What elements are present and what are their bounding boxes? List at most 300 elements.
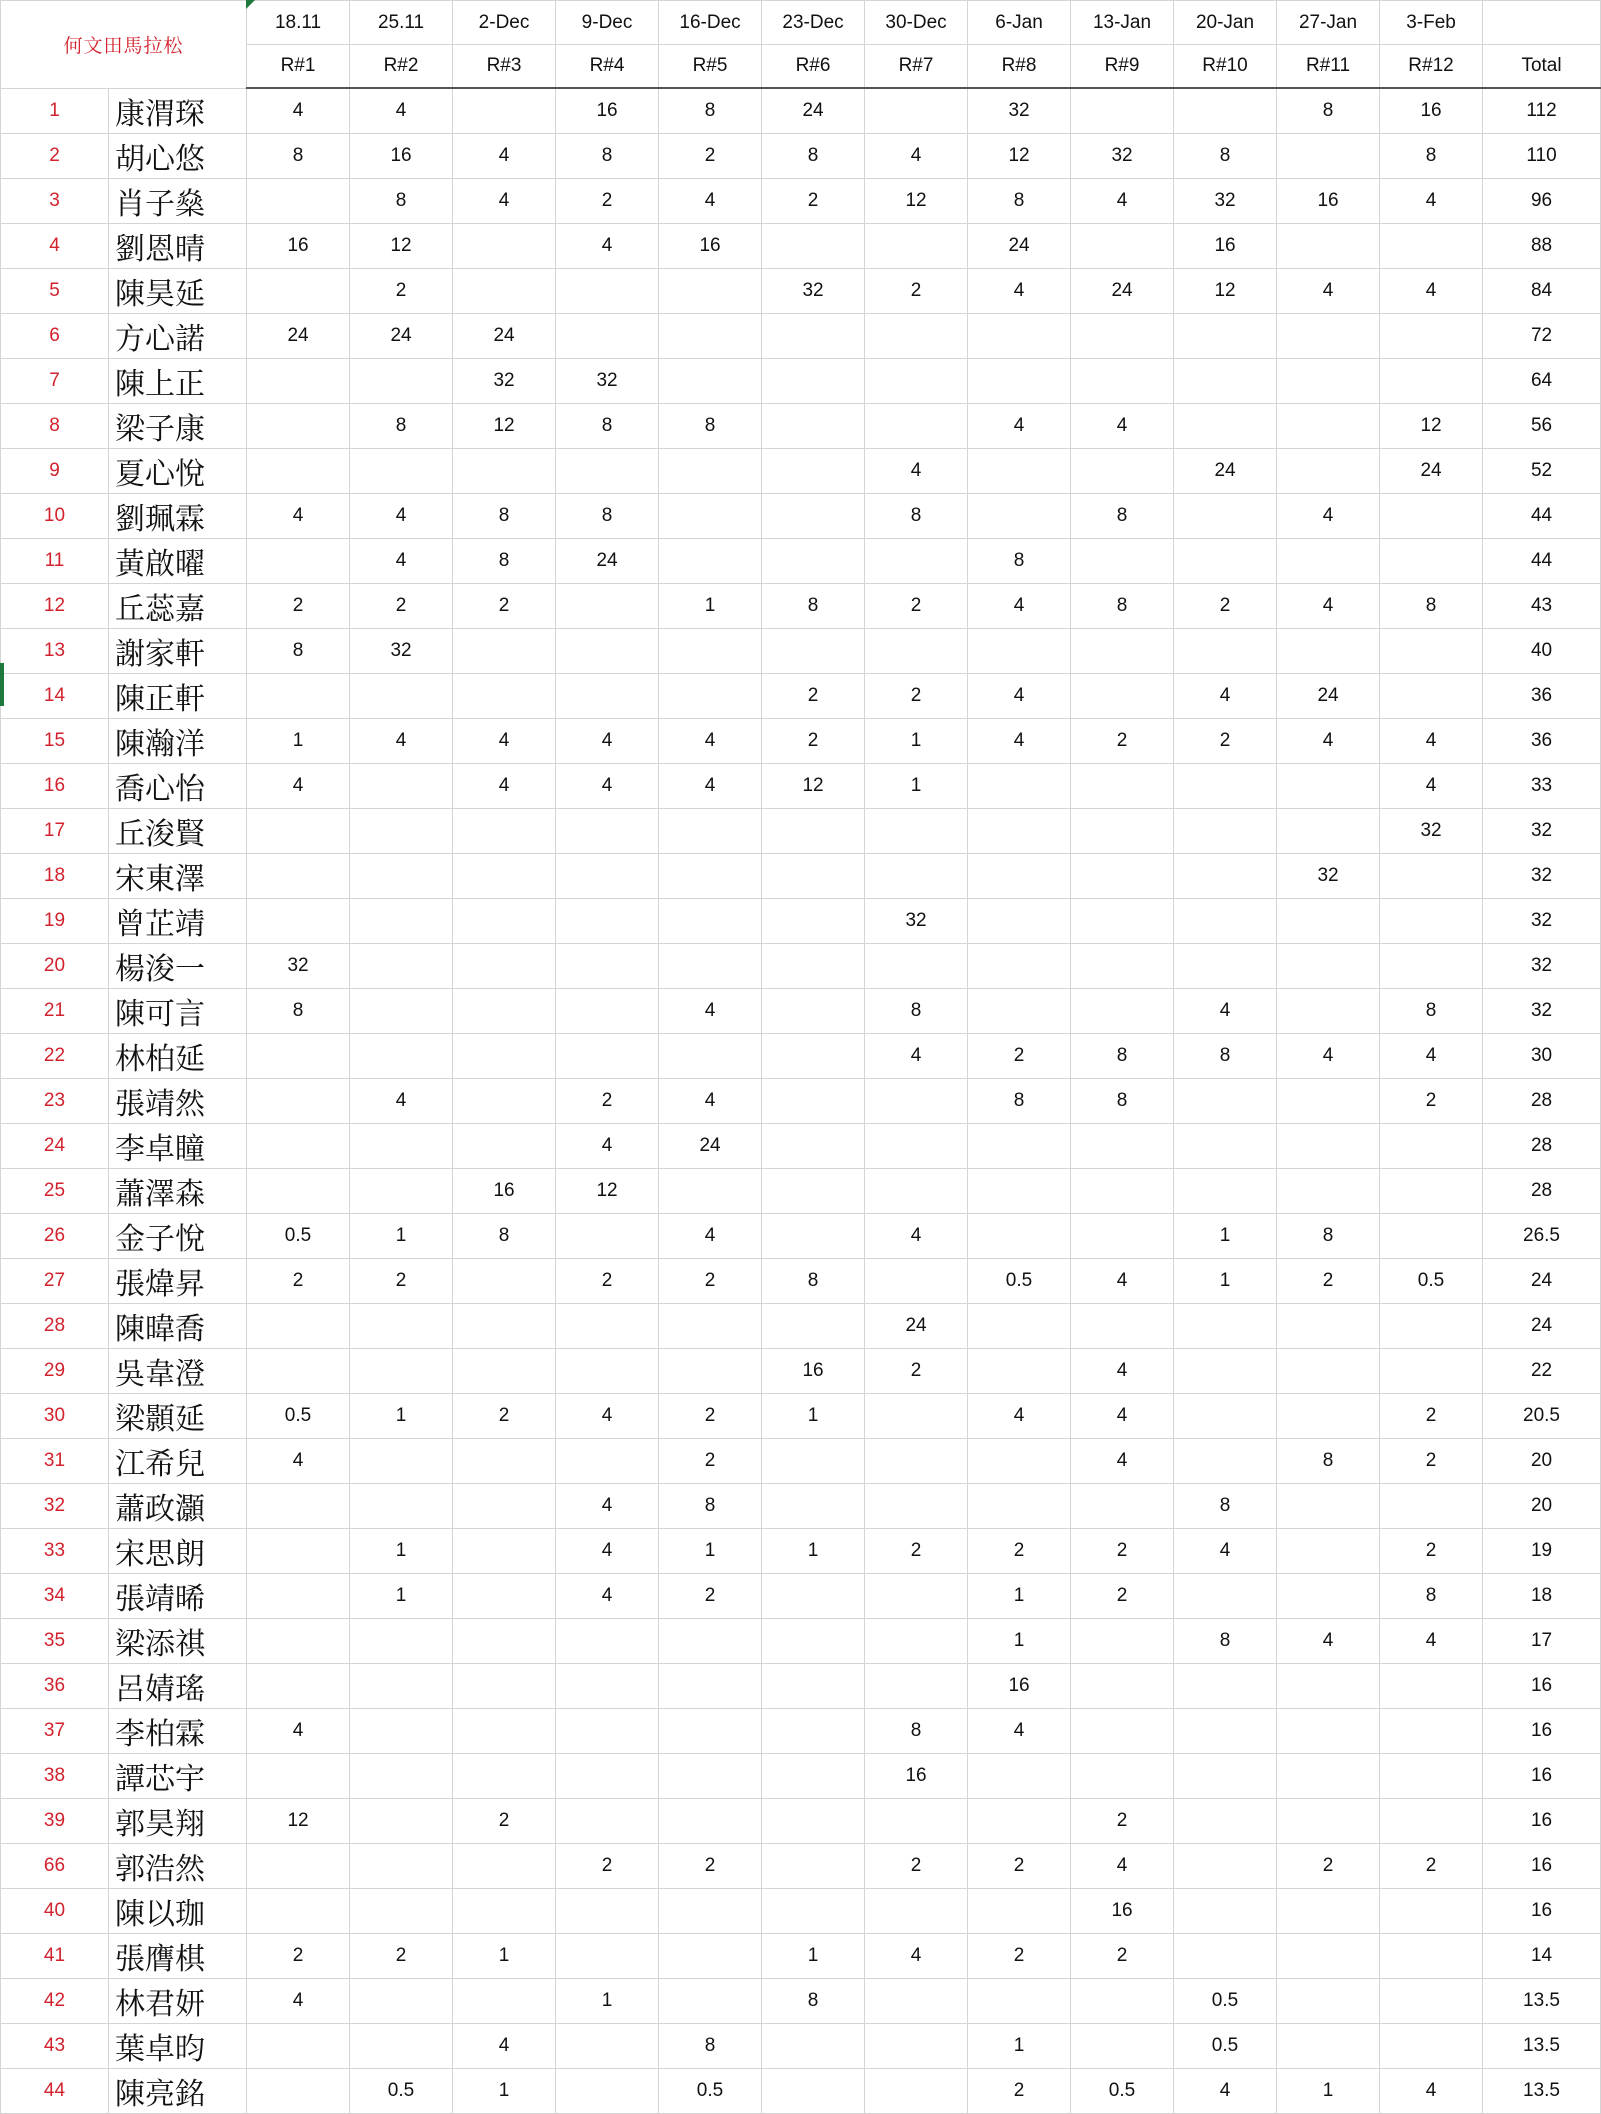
- score-cell[interactable]: [659, 898, 762, 943]
- score-cell[interactable]: [453, 1123, 556, 1168]
- score-cell[interactable]: [556, 1663, 659, 1708]
- score-cell[interactable]: [968, 313, 1071, 358]
- score-cell[interactable]: 16: [659, 223, 762, 268]
- score-cell[interactable]: [1071, 853, 1174, 898]
- score-cell[interactable]: [350, 1753, 453, 1798]
- score-cell[interactable]: 4: [453, 718, 556, 763]
- score-cell[interactable]: 2: [659, 1258, 762, 1303]
- score-cell[interactable]: [1071, 1753, 1174, 1798]
- score-cell[interactable]: [865, 1123, 968, 1168]
- score-cell[interactable]: [453, 808, 556, 853]
- score-cell[interactable]: 32: [968, 88, 1071, 133]
- score-cell[interactable]: 4: [968, 403, 1071, 448]
- score-cell[interactable]: 12: [865, 178, 968, 223]
- score-cell[interactable]: 4: [968, 718, 1071, 763]
- score-cell[interactable]: [1071, 1123, 1174, 1168]
- total-cell[interactable]: 22: [1483, 1348, 1601, 1393]
- score-cell[interactable]: 8: [865, 493, 968, 538]
- rank-cell[interactable]: 7: [1, 358, 109, 403]
- score-cell[interactable]: 4: [865, 1213, 968, 1258]
- score-cell[interactable]: [556, 448, 659, 493]
- score-cell[interactable]: [865, 2023, 968, 2068]
- score-cell[interactable]: 4: [1071, 1438, 1174, 1483]
- score-cell[interactable]: [659, 538, 762, 583]
- score-cell[interactable]: [1277, 1483, 1380, 1528]
- score-cell[interactable]: [762, 628, 865, 673]
- score-cell[interactable]: 2: [1380, 1438, 1483, 1483]
- score-cell[interactable]: [247, 1573, 350, 1618]
- score-cell[interactable]: [350, 943, 453, 988]
- score-cell[interactable]: [1174, 1438, 1277, 1483]
- score-cell[interactable]: [1277, 1663, 1380, 1708]
- score-cell[interactable]: 2: [968, 1933, 1071, 1978]
- score-cell[interactable]: 8: [1380, 133, 1483, 178]
- score-cell[interactable]: [247, 2068, 350, 2113]
- name-cell[interactable]: 陳瀚洋: [109, 718, 247, 763]
- score-cell[interactable]: 8: [659, 403, 762, 448]
- score-cell[interactable]: [1380, 1213, 1483, 1258]
- score-cell[interactable]: 2: [865, 1843, 968, 1888]
- score-cell[interactable]: [1071, 673, 1174, 718]
- score-cell[interactable]: 4: [865, 133, 968, 178]
- name-cell[interactable]: 郭浩然: [109, 1843, 247, 1888]
- score-cell[interactable]: [247, 1168, 350, 1213]
- score-cell[interactable]: [453, 673, 556, 718]
- round-label-cell[interactable]: R#2: [350, 45, 453, 89]
- score-cell[interactable]: 8: [865, 988, 968, 1033]
- total-header-cell[interactable]: Total: [1483, 45, 1601, 89]
- score-cell[interactable]: 2: [1380, 1528, 1483, 1573]
- rank-cell[interactable]: 18: [1, 853, 109, 898]
- total-cell[interactable]: 52: [1483, 448, 1601, 493]
- rank-cell[interactable]: 29: [1, 1348, 109, 1393]
- score-cell[interactable]: [350, 358, 453, 403]
- score-cell[interactable]: [1380, 493, 1483, 538]
- score-cell[interactable]: [865, 1393, 968, 1438]
- rank-cell[interactable]: 9: [1, 448, 109, 493]
- score-cell[interactable]: 1: [1174, 1213, 1277, 1258]
- score-cell[interactable]: [1071, 1663, 1174, 1708]
- name-cell[interactable]: 黃啟曜: [109, 538, 247, 583]
- score-cell[interactable]: 8: [556, 403, 659, 448]
- score-cell[interactable]: 4: [1071, 1258, 1174, 1303]
- score-cell[interactable]: [865, 403, 968, 448]
- total-cell[interactable]: 16: [1483, 1753, 1601, 1798]
- score-cell[interactable]: 4: [659, 988, 762, 1033]
- score-cell[interactable]: 12: [350, 223, 453, 268]
- score-cell[interactable]: [762, 358, 865, 403]
- score-cell[interactable]: [1071, 1213, 1174, 1258]
- total-cell[interactable]: 32: [1483, 988, 1601, 1033]
- name-cell[interactable]: 梁子康: [109, 403, 247, 448]
- score-cell[interactable]: [968, 1753, 1071, 1798]
- score-cell[interactable]: [247, 1483, 350, 1528]
- score-cell[interactable]: 24: [350, 313, 453, 358]
- score-cell[interactable]: [865, 1798, 968, 1843]
- score-cell[interactable]: 16: [453, 1168, 556, 1213]
- score-cell[interactable]: [659, 808, 762, 853]
- name-cell[interactable]: 喬心怡: [109, 763, 247, 808]
- score-cell[interactable]: [1071, 1978, 1174, 2023]
- score-cell[interactable]: [762, 1843, 865, 1888]
- score-cell[interactable]: 2: [1380, 1078, 1483, 1123]
- score-cell[interactable]: 2: [1174, 718, 1277, 763]
- score-cell[interactable]: [659, 943, 762, 988]
- score-cell[interactable]: 4: [968, 673, 1071, 718]
- score-cell[interactable]: 32: [556, 358, 659, 403]
- score-cell[interactable]: 4: [247, 1978, 350, 2023]
- score-cell[interactable]: [1277, 448, 1380, 493]
- score-cell[interactable]: 4: [1071, 403, 1174, 448]
- score-cell[interactable]: [762, 898, 865, 943]
- score-cell[interactable]: 4: [1071, 178, 1174, 223]
- score-cell[interactable]: [453, 1033, 556, 1078]
- score-cell[interactable]: 4: [1071, 1393, 1174, 1438]
- score-cell[interactable]: [1071, 808, 1174, 853]
- rank-cell[interactable]: 26: [1, 1213, 109, 1258]
- score-cell[interactable]: [968, 1348, 1071, 1393]
- score-cell[interactable]: [659, 493, 762, 538]
- score-cell[interactable]: [762, 493, 865, 538]
- score-cell[interactable]: [865, 1978, 968, 2023]
- score-cell[interactable]: 2: [556, 1843, 659, 1888]
- score-cell[interactable]: [1071, 1618, 1174, 1663]
- score-cell[interactable]: 4: [556, 1573, 659, 1618]
- score-cell[interactable]: [1174, 1753, 1277, 1798]
- score-cell[interactable]: [968, 448, 1071, 493]
- score-cell[interactable]: [762, 1303, 865, 1348]
- score-cell[interactable]: [968, 1888, 1071, 1933]
- score-cell[interactable]: [453, 1528, 556, 1573]
- name-cell[interactable]: 康渭琛: [109, 88, 247, 133]
- score-cell[interactable]: [556, 1888, 659, 1933]
- total-cell[interactable]: 32: [1483, 808, 1601, 853]
- score-cell[interactable]: [1174, 853, 1277, 898]
- score-cell[interactable]: 32: [1380, 808, 1483, 853]
- score-cell[interactable]: 8: [762, 583, 865, 628]
- score-cell[interactable]: 2: [762, 178, 865, 223]
- total-cell[interactable]: 32: [1483, 898, 1601, 943]
- score-cell[interactable]: [247, 673, 350, 718]
- name-cell[interactable]: 林君妍: [109, 1978, 247, 2023]
- name-cell[interactable]: 宋思朗: [109, 1528, 247, 1573]
- name-cell[interactable]: 胡心悠: [109, 133, 247, 178]
- score-cell[interactable]: [968, 1123, 1071, 1168]
- score-cell[interactable]: [247, 268, 350, 313]
- score-cell[interactable]: 12: [453, 403, 556, 448]
- score-cell[interactable]: [453, 1978, 556, 2023]
- score-cell[interactable]: [556, 313, 659, 358]
- score-cell[interactable]: 4: [968, 583, 1071, 628]
- score-cell[interactable]: 1: [350, 1393, 453, 1438]
- score-cell[interactable]: 4: [968, 268, 1071, 313]
- name-cell[interactable]: 林柏延: [109, 1033, 247, 1078]
- score-cell[interactable]: [556, 2023, 659, 2068]
- score-cell[interactable]: 2: [1071, 1933, 1174, 1978]
- score-cell[interactable]: 1: [247, 718, 350, 763]
- rank-cell[interactable]: 3: [1, 178, 109, 223]
- score-cell[interactable]: [762, 1078, 865, 1123]
- rank-cell[interactable]: 39: [1, 1798, 109, 1843]
- score-cell[interactable]: [865, 1618, 968, 1663]
- score-cell[interactable]: [968, 628, 1071, 673]
- score-cell[interactable]: [350, 673, 453, 718]
- round-date-cell[interactable]: 23-Dec: [762, 1, 865, 45]
- rank-cell[interactable]: 33: [1, 1528, 109, 1573]
- total-cell[interactable]: 24: [1483, 1303, 1601, 1348]
- score-cell[interactable]: [556, 1933, 659, 1978]
- score-cell[interactable]: 16: [1174, 223, 1277, 268]
- total-cell[interactable]: 16: [1483, 1843, 1601, 1888]
- score-cell[interactable]: [453, 1438, 556, 1483]
- score-cell[interactable]: 8: [1380, 583, 1483, 628]
- score-cell[interactable]: [1277, 538, 1380, 583]
- score-cell[interactable]: 8: [350, 178, 453, 223]
- score-cell[interactable]: [1277, 2023, 1380, 2068]
- total-cell[interactable]: 72: [1483, 313, 1601, 358]
- total-cell[interactable]: 17: [1483, 1618, 1601, 1663]
- score-cell[interactable]: 1: [762, 1933, 865, 1978]
- score-cell[interactable]: 2: [556, 178, 659, 223]
- rank-cell[interactable]: 8: [1, 403, 109, 448]
- total-cell[interactable]: 18: [1483, 1573, 1601, 1618]
- total-cell[interactable]: 110: [1483, 133, 1601, 178]
- score-cell[interactable]: [1174, 1078, 1277, 1123]
- score-cell[interactable]: 2: [968, 1528, 1071, 1573]
- score-cell[interactable]: [865, 628, 968, 673]
- score-cell[interactable]: [762, 1123, 865, 1168]
- score-cell[interactable]: 2: [1277, 1258, 1380, 1303]
- score-cell[interactable]: 4: [453, 2023, 556, 2068]
- score-cell[interactable]: [247, 898, 350, 943]
- score-cell[interactable]: [350, 898, 453, 943]
- score-cell[interactable]: [968, 1213, 1071, 1258]
- total-cell[interactable]: 13.5: [1483, 2068, 1601, 2113]
- score-cell[interactable]: [247, 1123, 350, 1168]
- score-cell[interactable]: [762, 538, 865, 583]
- score-cell[interactable]: [659, 1168, 762, 1213]
- score-cell[interactable]: [762, 223, 865, 268]
- score-cell[interactable]: [350, 808, 453, 853]
- score-cell[interactable]: [1071, 628, 1174, 673]
- total-cell[interactable]: 33: [1483, 763, 1601, 808]
- score-cell[interactable]: [1071, 943, 1174, 988]
- name-cell[interactable]: 張煒昇: [109, 1258, 247, 1303]
- score-cell[interactable]: [968, 1168, 1071, 1213]
- score-cell[interactable]: [762, 1618, 865, 1663]
- score-cell[interactable]: 32: [865, 898, 968, 943]
- score-cell[interactable]: [453, 1303, 556, 1348]
- name-cell[interactable]: 呂婧瑤: [109, 1663, 247, 1708]
- score-cell[interactable]: 1: [659, 1528, 762, 1573]
- score-cell[interactable]: 0.5: [659, 2068, 762, 2113]
- total-cell[interactable]: 32: [1483, 943, 1601, 988]
- score-cell[interactable]: [556, 898, 659, 943]
- score-cell[interactable]: [350, 1168, 453, 1213]
- score-cell[interactable]: [1277, 808, 1380, 853]
- score-cell[interactable]: 4: [1071, 1348, 1174, 1393]
- score-cell[interactable]: [1071, 988, 1174, 1033]
- score-cell[interactable]: 4: [659, 178, 762, 223]
- rank-cell[interactable]: 30: [1, 1393, 109, 1438]
- score-cell[interactable]: [762, 1168, 865, 1213]
- round-label-cell[interactable]: R#3: [453, 45, 556, 89]
- score-cell[interactable]: [1277, 1933, 1380, 1978]
- score-cell[interactable]: 8: [1174, 1618, 1277, 1663]
- score-cell[interactable]: [556, 583, 659, 628]
- score-cell[interactable]: 1: [1174, 1258, 1277, 1303]
- score-cell[interactable]: 2: [865, 583, 968, 628]
- score-cell[interactable]: [762, 1213, 865, 1258]
- score-cell[interactable]: [1277, 223, 1380, 268]
- score-cell[interactable]: [1277, 403, 1380, 448]
- score-cell[interactable]: 8: [1277, 1213, 1380, 1258]
- score-cell[interactable]: [453, 898, 556, 943]
- score-cell[interactable]: [1380, 1663, 1483, 1708]
- score-cell[interactable]: 2: [1380, 1843, 1483, 1888]
- score-cell[interactable]: 4: [350, 88, 453, 133]
- score-cell[interactable]: 16: [865, 1753, 968, 1798]
- score-cell[interactable]: 8: [247, 988, 350, 1033]
- score-cell[interactable]: 2: [350, 268, 453, 313]
- score-cell[interactable]: [247, 1888, 350, 1933]
- score-cell[interactable]: [1071, 313, 1174, 358]
- total-cell[interactable]: 14: [1483, 1933, 1601, 1978]
- score-cell[interactable]: 1: [968, 1573, 1071, 1618]
- name-cell[interactable]: 劉珮霖: [109, 493, 247, 538]
- score-cell[interactable]: [865, 358, 968, 403]
- score-cell[interactable]: [865, 1483, 968, 1528]
- score-cell[interactable]: 24: [762, 88, 865, 133]
- score-cell[interactable]: 8: [659, 1483, 762, 1528]
- score-cell[interactable]: [659, 268, 762, 313]
- score-cell[interactable]: [556, 1438, 659, 1483]
- score-cell[interactable]: 8: [1380, 1573, 1483, 1618]
- score-cell[interactable]: 8: [1380, 988, 1483, 1033]
- score-cell[interactable]: 2: [247, 1933, 350, 1978]
- total-cell[interactable]: 13.5: [1483, 2023, 1601, 2068]
- score-cell[interactable]: [1380, 943, 1483, 988]
- name-cell[interactable]: 梁顥延: [109, 1393, 247, 1438]
- score-cell[interactable]: [453, 1618, 556, 1663]
- score-cell[interactable]: [247, 1078, 350, 1123]
- score-cell[interactable]: 8: [1277, 1438, 1380, 1483]
- score-cell[interactable]: [453, 853, 556, 898]
- score-cell[interactable]: [1277, 1708, 1380, 1753]
- score-cell[interactable]: [350, 1708, 453, 1753]
- score-cell[interactable]: 24: [1174, 448, 1277, 493]
- score-cell[interactable]: [247, 1663, 350, 1708]
- score-cell[interactable]: [556, 1348, 659, 1393]
- rank-cell[interactable]: 16: [1, 763, 109, 808]
- score-cell[interactable]: 12: [247, 1798, 350, 1843]
- score-cell[interactable]: 4: [247, 1708, 350, 1753]
- rank-cell[interactable]: 41: [1, 1933, 109, 1978]
- score-cell[interactable]: [350, 1348, 453, 1393]
- score-cell[interactable]: [556, 1798, 659, 1843]
- score-cell[interactable]: [1380, 673, 1483, 718]
- score-cell[interactable]: 2: [865, 1528, 968, 1573]
- score-cell[interactable]: 24: [1071, 268, 1174, 313]
- round-date-cell[interactable]: 18.11: [247, 1, 350, 45]
- total-cell[interactable]: 28: [1483, 1168, 1601, 1213]
- score-cell[interactable]: 4: [1174, 673, 1277, 718]
- score-cell[interactable]: 1: [350, 1528, 453, 1573]
- score-cell[interactable]: [1174, 1393, 1277, 1438]
- score-cell[interactable]: 8: [865, 1708, 968, 1753]
- score-cell[interactable]: [453, 1708, 556, 1753]
- score-cell[interactable]: [1174, 538, 1277, 583]
- score-cell[interactable]: 24: [1380, 448, 1483, 493]
- score-cell[interactable]: 2: [659, 133, 762, 178]
- score-cell[interactable]: 4: [865, 1033, 968, 1078]
- name-cell[interactable]: 謝家軒: [109, 628, 247, 673]
- score-cell[interactable]: 8: [1174, 133, 1277, 178]
- score-cell[interactable]: 2: [1071, 718, 1174, 763]
- score-cell[interactable]: 2: [762, 673, 865, 718]
- score-cell[interactable]: 12: [762, 763, 865, 808]
- score-cell[interactable]: 4: [1174, 2068, 1277, 2113]
- score-cell[interactable]: 2: [1277, 1843, 1380, 1888]
- score-cell[interactable]: 4: [1277, 493, 1380, 538]
- score-cell[interactable]: [1071, 1303, 1174, 1348]
- score-cell[interactable]: 8: [968, 178, 1071, 223]
- score-cell[interactable]: [247, 853, 350, 898]
- rank-cell[interactable]: 20: [1, 943, 109, 988]
- round-label-cell[interactable]: R#4: [556, 45, 659, 89]
- score-cell[interactable]: 32: [350, 628, 453, 673]
- total-cell[interactable]: 30: [1483, 1033, 1601, 1078]
- score-cell[interactable]: 12: [556, 1168, 659, 1213]
- score-cell[interactable]: 2: [453, 1798, 556, 1843]
- score-cell[interactable]: 2: [865, 268, 968, 313]
- name-cell[interactable]: 楊浚一: [109, 943, 247, 988]
- name-cell[interactable]: 蕭澤森: [109, 1168, 247, 1213]
- score-cell[interactable]: [1277, 1393, 1380, 1438]
- score-cell[interactable]: 24: [556, 538, 659, 583]
- score-cell[interactable]: [453, 988, 556, 1033]
- score-cell[interactable]: [1380, 1708, 1483, 1753]
- name-cell[interactable]: 丘浚賢: [109, 808, 247, 853]
- score-cell[interactable]: [865, 1438, 968, 1483]
- round-label-cell[interactable]: R#12: [1380, 45, 1483, 89]
- score-cell[interactable]: 4: [453, 133, 556, 178]
- score-cell[interactable]: 32: [453, 358, 556, 403]
- score-cell[interactable]: [659, 448, 762, 493]
- score-cell[interactable]: [968, 763, 1071, 808]
- round-label-cell[interactable]: R#1: [247, 45, 350, 89]
- score-cell[interactable]: [1174, 1888, 1277, 1933]
- score-cell[interactable]: 4: [556, 223, 659, 268]
- score-cell[interactable]: [1071, 358, 1174, 403]
- score-cell[interactable]: [1380, 1753, 1483, 1798]
- score-cell[interactable]: 8: [247, 628, 350, 673]
- score-cell[interactable]: 4: [350, 493, 453, 538]
- score-cell[interactable]: [1277, 1303, 1380, 1348]
- score-cell[interactable]: [556, 988, 659, 1033]
- total-cell[interactable]: 36: [1483, 718, 1601, 763]
- score-cell[interactable]: [1071, 223, 1174, 268]
- score-cell[interactable]: 4: [453, 178, 556, 223]
- rank-cell[interactable]: 19: [1, 898, 109, 943]
- score-cell[interactable]: [968, 1303, 1071, 1348]
- score-cell[interactable]: 1: [968, 1618, 1071, 1663]
- score-cell[interactable]: [1380, 538, 1483, 583]
- score-cell[interactable]: 1: [762, 1393, 865, 1438]
- score-cell[interactable]: 4: [1380, 2068, 1483, 2113]
- score-cell[interactable]: 4: [350, 718, 453, 763]
- score-cell[interactable]: [350, 763, 453, 808]
